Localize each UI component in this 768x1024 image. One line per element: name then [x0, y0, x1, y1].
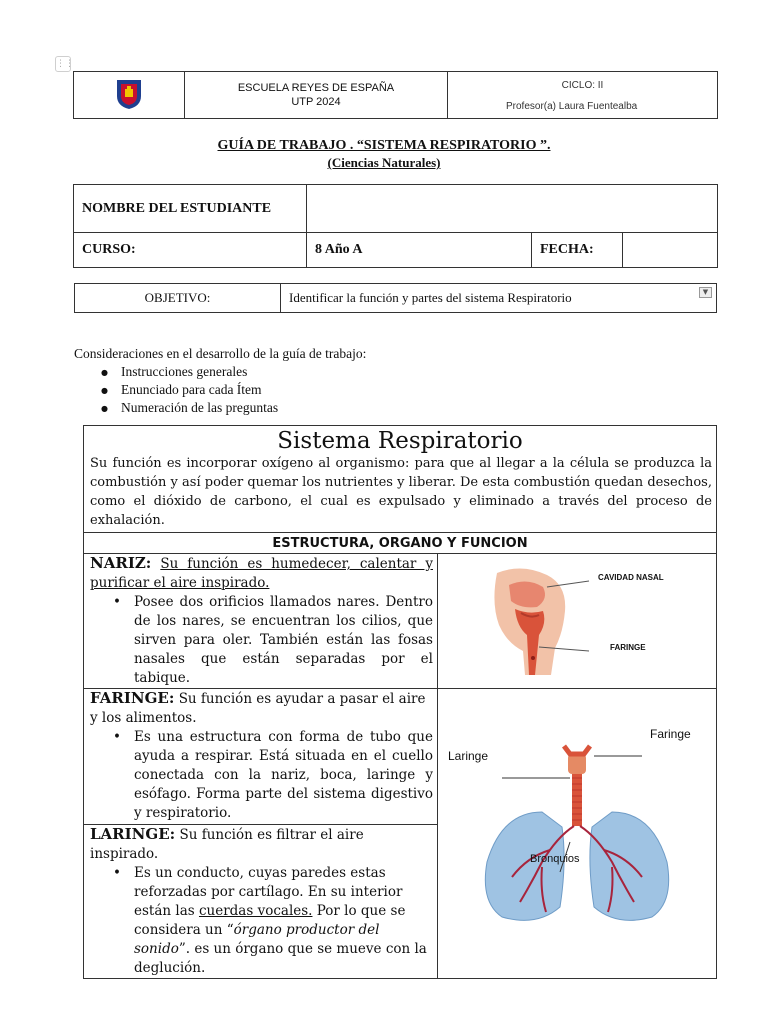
page-title: GUÍA DE TRABAJO . “SISTEMA RESPIRATORIO ”.: [217, 138, 551, 153]
label-bronquios: Bronquios: [530, 853, 580, 865]
lungs-image: [438, 689, 717, 979]
faringe-function: Su función es ayudar a pasar el aire y los alimentos.: [90, 691, 426, 726]
label-laringe: Laringe: [448, 749, 489, 763]
laringe-bullet-text: Por lo que se considera un “: [134, 903, 406, 938]
student-table: [73, 184, 718, 268]
intro-paragraph: Su función es incorporar oxígeno al organismo: para que al llegar a la célula se produzca la combustión y así poder quemar los nutrientes y liberar. De esta combustión quedan desechos, como el dióxido de carbono, el cual es expulsado y eliminado a través del proceso de exhalación.: [90, 456, 712, 528]
school-name: ESCUELA REYES DE ESPAÑA: [237, 82, 395, 94]
laringe-function: Su función es filtrar el aire inspirado.: [90, 827, 364, 862]
content-table: [83, 425, 717, 979]
label-faringe-small: FARINGE: [610, 643, 646, 652]
section-title: Sistema Respiratorio: [277, 428, 523, 454]
nariz-term: NARIZ:: [90, 554, 152, 572]
teacher-name: Profesor(a) Laura Fuentealba: [506, 101, 638, 112]
laringe-cell: [84, 825, 438, 979]
logo-cell: [74, 72, 185, 119]
faringe-term: FARINGE:: [90, 689, 175, 707]
list-item: ● Instrucciones generales: [101, 363, 366, 381]
objective-label: OBJETIVO:: [75, 284, 281, 313]
laringe-bullet-text: Es un conducto, cuyas paredes estas reforzadas por cartílago. En su interior están las: [134, 865, 403, 919]
fecha-field[interactable]: [623, 233, 718, 268]
nariz-bullet: • Posee dos orificios llamados nares. Dentro de los nares, se encuentran los cilios, que sirven para oler. También están las fosas nasales que están separadas por el tabique.: [90, 593, 433, 688]
considerations: [74, 345, 366, 417]
faringe-cell: [84, 689, 438, 825]
objective-table: [74, 283, 717, 313]
school-shield-icon: [114, 78, 144, 110]
nariz-image: [438, 554, 717, 689]
intro-cell: [84, 426, 717, 533]
faringe-bullet: • Es una estructura con forma de tubo que ayuda a respirar. Está situada en el cuello conectada con la nariz, boca, laringe y esófago. Forma parte del sistema digestivo y respiratorio.: [90, 728, 433, 823]
ciclo-label: CICLO: II: [561, 80, 604, 91]
label-cavidad-nasal: CAVIDAD NASAL: [598, 573, 664, 582]
structure-header: ESTRUCTURA, ORGANO Y FUNCION: [84, 533, 717, 554]
dropdown-arrow-icon[interactable]: ▼: [699, 287, 712, 298]
course-info: [448, 72, 718, 119]
curso-value[interactable]: 8 Año A: [307, 233, 532, 268]
objective-text: Identificar la función y partes del sistema Respiratorio: [289, 290, 572, 305]
drag-handle-icon[interactable]: ⋮⋮: [55, 56, 71, 72]
laringe-bullet: [90, 864, 433, 978]
laringe-bullet-text: ”. es un órgano que se mueve con la deglución.: [134, 941, 427, 976]
list-item: ● Numeración de las preguntas: [101, 399, 366, 417]
fecha-label: FECHA:: [532, 233, 623, 268]
nariz-function: Su función es humedecer, calentar y purificar el aire inspirado.: [90, 556, 433, 591]
curso-label: CURSO:: [74, 233, 307, 268]
label-faringe: Faringe: [650, 727, 691, 741]
school-info: [185, 72, 448, 119]
cuerdas-vocales-text: cuerdas vocales.: [198, 903, 313, 919]
nariz-cell: [84, 554, 438, 689]
school-header: [73, 71, 718, 119]
objective-value[interactable]: [281, 284, 717, 313]
laringe-term: LARINGE:: [90, 825, 176, 843]
organo-productor-text: órgano productor del sonido: [134, 922, 380, 957]
page-subtitle: (Ciencias Naturales): [327, 155, 441, 170]
list-item: ● Enunciado para cada Ítem: [101, 381, 366, 399]
utp-year: UTP 2024: [291, 96, 341, 108]
considerations-heading: Consideraciones en el desarrollo de la guía de trabajo:: [74, 346, 367, 361]
student-name-label: NOMBRE DEL ESTUDIANTE: [74, 185, 307, 233]
student-name-field[interactable]: [307, 185, 718, 233]
